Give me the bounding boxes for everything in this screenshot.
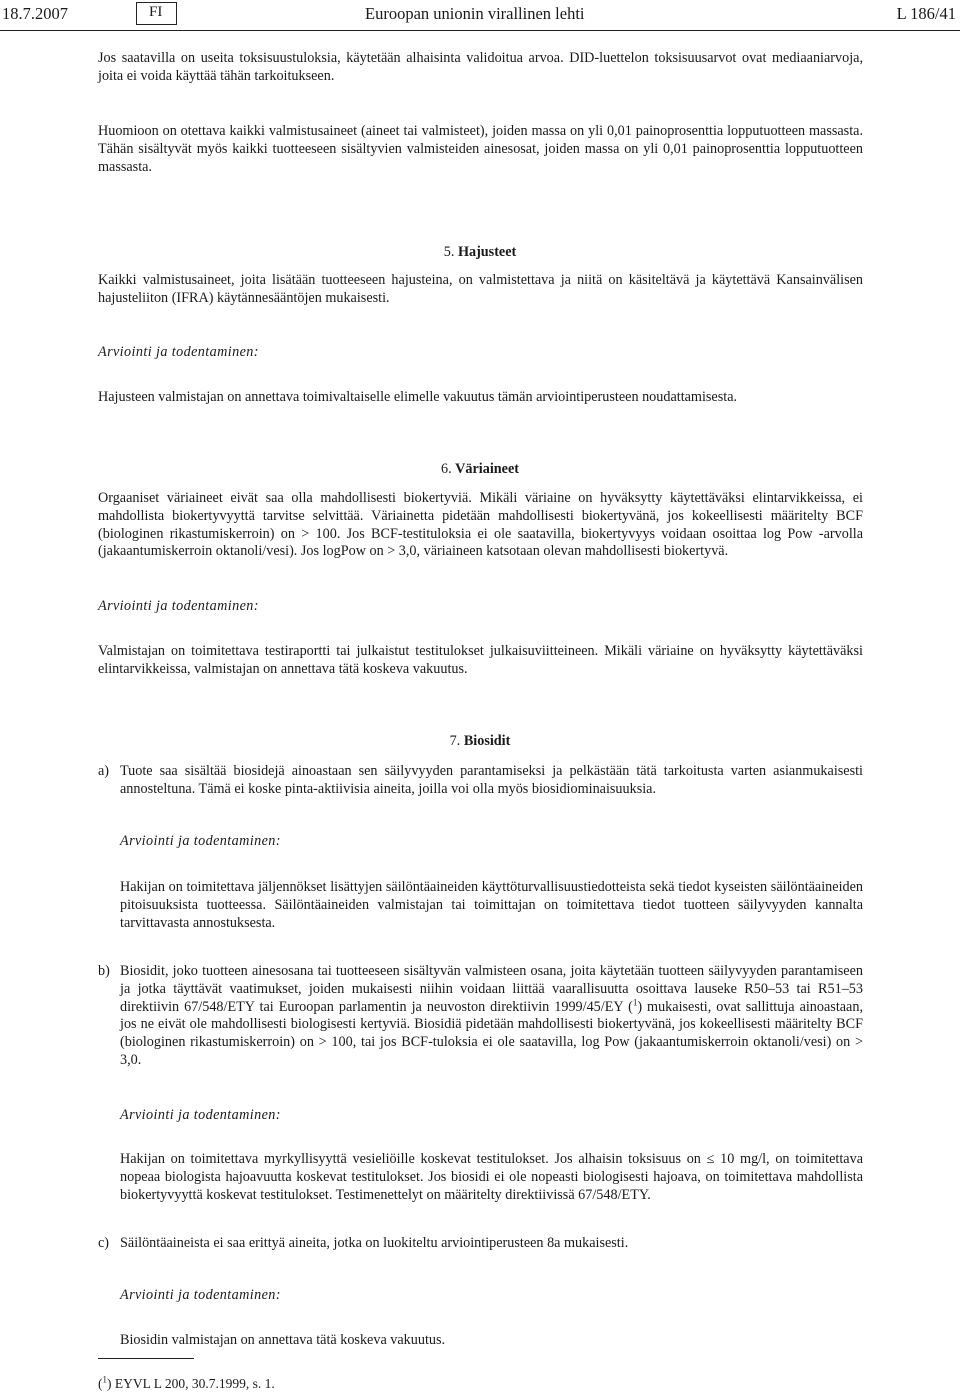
paragraph-toxicity-values: Jos saatavilla on useita toksisuustuloksia, käytetään alhaisinta validoitua arvoa. DID-luettelon toksisuusarvot ovat mediaaniarvoja, joita ei voida käyttää tähän tarkoitukseen. bbox=[98, 50, 863, 84]
section-6-heading bbox=[0, 461, 960, 479]
paragraph-text: Biosidit, joko tuotteen ainesosana tai tuotteeseen sisältyvän valmisteen osana, joita käytetään tuotteen säilyvyyden parantamiseen ja jotka täyttävät vaatimukset, joiden mukaisesti niihin voidaan liittää vaarallisuutta osoittava lauseke R50–53 tai R51–53 direktiivin 67/548/ETY tai Euroopan parlamentin ja neuvoston direktiivin 1999/45/EY ( bbox=[120, 963, 863, 1015]
footnote-number: 1 bbox=[102, 1374, 107, 1385]
item-label-b: b) bbox=[98, 963, 110, 979]
item-label-c: c) bbox=[98, 1235, 110, 1251]
section-title: Biosidit bbox=[463, 733, 511, 749]
assessment-heading: Arviointi ja todentaminen: bbox=[120, 1287, 281, 1303]
section-5-heading bbox=[0, 244, 960, 262]
section-title: Hajusteet bbox=[457, 244, 517, 260]
paragraph-biocides-c-assessment: Biosidin valmistajan on annettava tätä koskeva vakuutus. bbox=[120, 1332, 446, 1348]
section-number: 5. bbox=[443, 244, 455, 260]
paragraph-biocides-c: Säilöntäaineista ei saa erittyä aineita, jotka on luokiteltu arviointiperusteen 8a mukaisesti. bbox=[120, 1235, 629, 1251]
section-title: Väriaineet bbox=[455, 461, 519, 477]
assessment-heading: Arviointi ja todentaminen: bbox=[98, 598, 259, 614]
publication-date: 18.7.2007 bbox=[2, 4, 68, 23]
assessment-heading: Arviointi ja todentaminen: bbox=[120, 1107, 281, 1123]
page-header bbox=[0, 0, 960, 31]
assessment-heading: Arviointi ja todentaminen: bbox=[120, 833, 281, 849]
paragraph-text: ) mukaisesti, ovat sallittuja ainoastaan, jos ne eivät ole mahdollisesti biologisesti kertyviä. Biosidiä pidetään mahdollisesti biokertyvänä, jos kokeellisesti määritelty BCF (biologinen rikastumiskerroin) on > 100, tai jos BCF-tuloksia ei ole saatavilla, log Pow (jakaantumiskerroin oktanoli/vesi) on > 3,0. bbox=[120, 998, 863, 1068]
page-number: L 186/41 bbox=[896, 4, 956, 23]
paragraph-fragrances: Kaikki valmistusaineet, joita lisätään tuotteeseen hajusteina, on valmistettava ja niitä on käsiteltävä ja käytettävä Kansainvälisen hajusteliiton (IFRA) käytännesääntöjen mukaisesti. bbox=[98, 272, 863, 306]
footnote-text: EYVL L 200, 30.7.1999, s. 1. bbox=[114, 1376, 275, 1391]
section-number: 6. bbox=[440, 461, 452, 477]
footnote-paren: ) bbox=[107, 1376, 112, 1391]
journal-title: Euroopan unionin virallinen lehti bbox=[365, 4, 585, 23]
section-number: 7. bbox=[449, 733, 461, 749]
paragraph-dye-test-report: Valmistajan on toimitettava testiraportti tai julkaistut testitulokset julkaisuviitteineen. Mikäli väriaine on hyväksytty käytettäväksi elintarvikkeissa, valmistajan on annettava tätä koskeva vakuutus. bbox=[98, 643, 863, 677]
footnote-ref: 1 bbox=[632, 996, 638, 1007]
footnote-paren: ( bbox=[98, 1376, 103, 1391]
footnote-divider bbox=[98, 1358, 194, 1359]
footnote bbox=[98, 1375, 275, 1393]
paragraph-ingredients-threshold: Huomioon on otettava kaikki valmistusaineet (aineet tai valmisteet), joiden massa on yli 0,01 painoprosenttia lopputuotteen massasta. Tähän sisältyvät myös kaikki tuotteeseen sisältyvien valmisteiden ainesosat, joiden massa on yli 0,01 painoprosenttia lopputuotteen massasta. bbox=[98, 123, 863, 175]
assessment-heading: Arviointi ja todentaminen: bbox=[98, 344, 259, 360]
paragraph-fragrance-declaration: Hajusteen valmistajan on annettava toimivaltaiselle elimelle vakuutus tämän arviointiperusteen noudattamisesta. bbox=[98, 389, 738, 405]
paragraph-dyes: Orgaaniset väriaineet eivät saa olla mahdollisesti biokertyviä. Mikäli väriaine on hyväksytty käytettäväksi elintarvikkeissa, ei mahdollista biokertyvyyttä tarvitse selvittää. Väriainetta pidetään mahdollisesti biokertyvänä, jos kokeellisesti määritelty BCF (biologinen rikastumiskerroin) on > 100. Jos BCF-testituloksia ei ole saatavilla, biokertyvyys voidaan osoittaa log Pow -arvolla (jakaantumiskerroin oktanoli/vesi). Jos logPow on > 3,0, väriaineen katsotaan olevan mahdollisesti biokertyvä. bbox=[98, 490, 863, 560]
paragraph-biocides-a: Tuote saa sisältää biosidejä ainoastaan sen säilyvyyden parantamiseksi ja pelkästään tätä tarkoitusta varten asianmukaisesti annosteltuna. Tämä ei koske pinta-aktiivisia aineita, joilla voi olla myös biosidiominaisuuksia. bbox=[120, 763, 863, 797]
section-7-heading bbox=[0, 733, 960, 751]
paragraph-biocides-b bbox=[120, 963, 863, 1070]
language-badge: FI bbox=[136, 2, 177, 25]
paragraph-biocides-a-assessment: Hakijan on toimitettava jäljennökset lisättyjen säilöntäaineiden käyttöturvallisuustiedotteista sekä tiedot kyseisten säilöntäaineiden pitoisuuksista tuotteessa. Säilöntäaineiden valmistajan tai toimittajan on toimitettava tiedot tuotteen säilyvyyden kannalta tarvittavasta annostuksesta. bbox=[120, 879, 863, 931]
paragraph-biocides-b-assessment: Hakijan on toimitettava myrkyllisyyttä vesieliöille koskevat testitulokset. Jos alhaisin toksisuus on ≤ 10 mg/l, on toimitettava nopeaa biologista hajoavuutta koskevat testitulokset. Jos biosidi ei ole nopeasti biologisesti hajoava, on toimitettava mahdollista biokertyvyyttä koskevat testitulokset. Testimenettelyt on määritelty direktiivissä 67/548/ETY. bbox=[120, 1151, 863, 1203]
item-label-a: a) bbox=[98, 763, 110, 779]
